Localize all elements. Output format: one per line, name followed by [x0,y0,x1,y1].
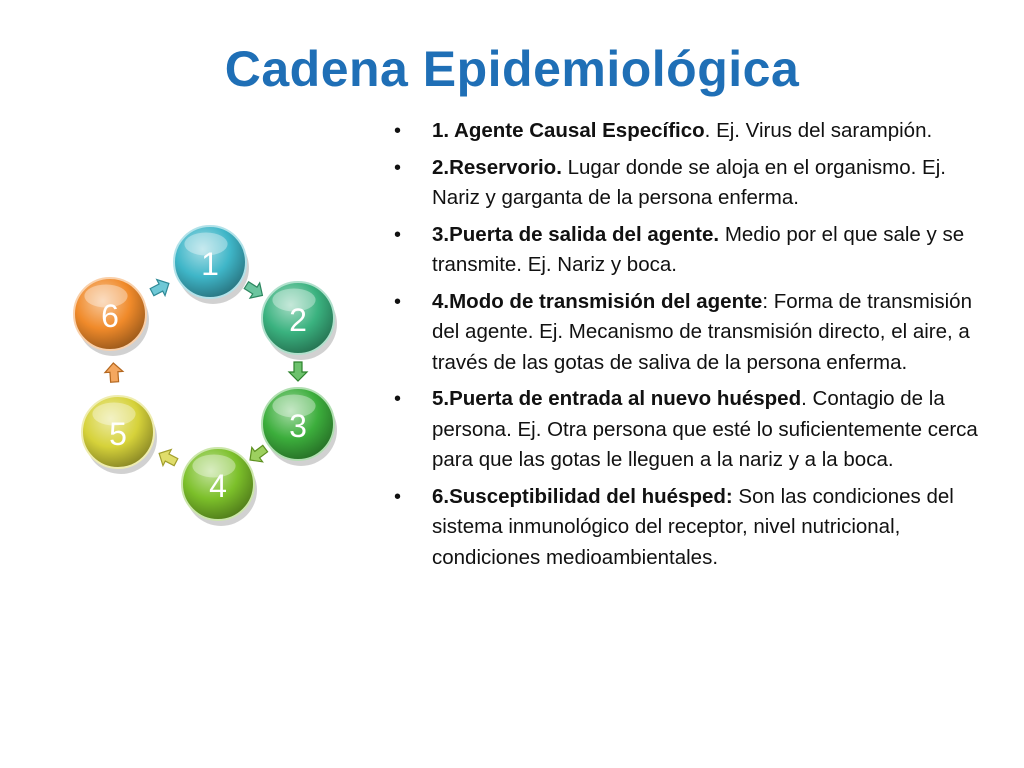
chain-node-3 [262,388,337,466]
epidemiological-chain-diagram [60,210,360,530]
bullet-1-bold: 1. Agente Causal Específico [432,119,705,142]
bullet-item-4 [390,287,980,379]
bullet-3-text: Medio por el que sale y se transmite. Ej. Nariz y boca. [432,222,965,276]
chain-arrow-icon [148,275,173,300]
chain-arrow-icon [289,362,307,381]
chain-node-label: 5 [109,416,127,452]
bullet-item-6 [390,482,980,574]
chain-node-5 [82,396,157,474]
bullet-item-1 [390,116,980,147]
bullet-3-bold: 3.Puerta de salida del agente. [432,222,720,246]
bullet-dot: • [394,388,402,410]
bullet-4-text: : Forma de transmisión del agente. Ej. Mecanismo de transmisión directo, el aire, a través de las gotas de saliva de la persona enferma. [432,289,972,374]
bullet-item-2 [390,153,980,214]
chain-node-1 [174,226,249,304]
bullet-dot: • [394,156,402,179]
chain-node-label: 6 [101,298,119,334]
chain-node-label: 2 [289,302,307,338]
bullet-5-text: . Contagio de la persona. Ej. Otra persona que esté lo suficientemente cerca para que las gotas le lleguen a la nariz y a la boca. [432,387,978,471]
bullet-2-text: Lugar donde se aloja en el organismo. Ej. Nariz y garganta de la persona enferma. [432,155,946,209]
bullet-list [390,116,980,579]
slide-title: Cadena Epidemiológica [224,41,800,97]
chain-node-2 [262,282,337,360]
chain-node-4 [182,448,257,526]
bullet-item-3 [390,220,980,281]
bullet-6-bold: 6.Susceptibilidad del huésped: [432,484,733,508]
chain-node-label: 3 [289,408,307,444]
bullet-dot: • [394,485,402,508]
chain-node-label: 4 [209,468,227,504]
bullet-6-text: Son las condiciones del sistema inmunológico del receptor, nivel nutricional, condiciones medioambientales. [432,484,954,569]
bullet-2-bold: 2.Reservorio. [432,155,562,179]
chain-arrow-icon [155,445,180,470]
chain-node-6 [74,278,149,356]
bullet-item-5 [390,384,980,476]
bullet-dot: • [394,290,402,313]
bullet-dot: • [394,120,402,142]
chain-arrow-icon [104,362,123,382]
bullet-1-text: . Ej. Virus del sarampión. [704,119,933,142]
bullet-4-bold: 4.Modo de transmisión del agente [432,289,763,313]
bullet-5-bold: 5.Puerta de entrada al nuevo huésped [432,387,802,410]
chain-node-label: 1 [201,246,219,282]
bullet-dot: • [394,223,402,246]
